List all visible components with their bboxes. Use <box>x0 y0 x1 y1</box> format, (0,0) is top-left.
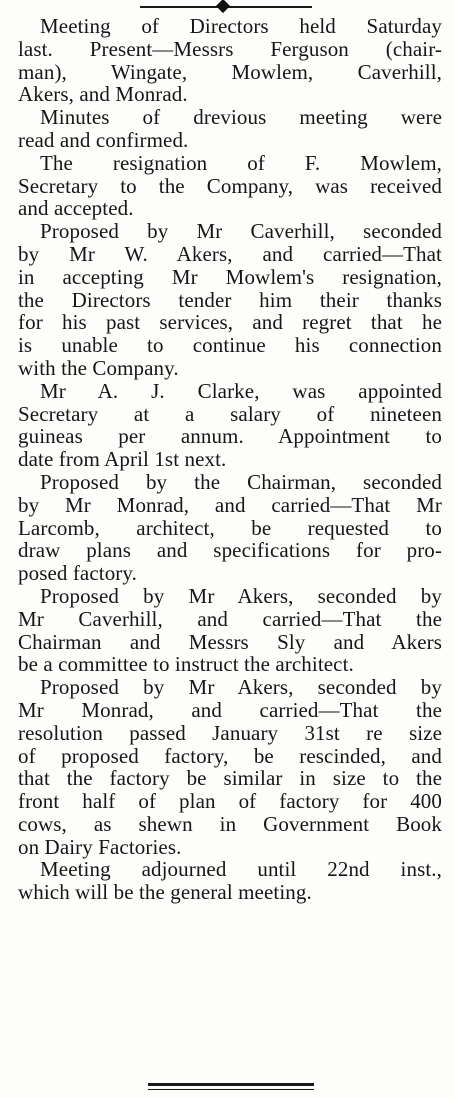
article-line: cows, as shewn in Government Book <box>18 811 442 836</box>
article-line: Proposed by Mr Akers, seconded by <box>40 583 442 608</box>
article-line: the Directors tender him their thanks <box>18 287 442 312</box>
article-line: Larcomb, architect, be requested to <box>18 515 442 540</box>
article-line: man), Wingate, Mowlem, Caverhill, <box>18 59 442 84</box>
article-line: Minutes of drevious meeting were <box>40 105 442 130</box>
article-line: Proposed by Mr Akers, seconded by <box>40 675 442 700</box>
article-line: Meeting of Directors held Saturday <box>40 14 442 38</box>
article-line: Mr Caverhill, and carried—That the <box>18 606 442 631</box>
article-line: posed factory. <box>18 561 137 586</box>
top-ornamental-rule <box>140 6 312 8</box>
diamond-ornament-icon <box>216 0 230 13</box>
article-line: draw plans and specifications for pro- <box>18 538 442 563</box>
article-line: last. Present—Messrs Ferguson (chair- <box>18 36 442 61</box>
article-line: read and confirmed. <box>18 127 189 152</box>
article-line: Akers, and Monrad. <box>18 82 188 107</box>
article-line: date from April 1st next. <box>18 447 227 472</box>
article-line: Proposed by Mr Caverhill, seconded <box>40 219 442 244</box>
article-line: is unable to continue his connection <box>18 333 442 358</box>
article-line: with the Company. <box>18 355 179 380</box>
article-line: The resignation of F. Mowlem, <box>40 150 442 175</box>
article-line: be a committee to instruct the architect. <box>18 652 354 677</box>
article-line: Mr Monrad, and carried—That the <box>18 697 442 722</box>
article-line: Secretary at a salary of nineteen <box>18 401 442 426</box>
article-body <box>18 15 442 904</box>
article-line: by Mr W. Akers, and carried—That <box>18 241 442 266</box>
article-line: and accepted. <box>18 196 134 221</box>
article-line: in accepting Mr Mowlem's resignation, <box>18 264 442 289</box>
article-line: on Dairy Factories. <box>18 834 182 859</box>
article-line: resolution passed January 31st re size <box>18 720 442 745</box>
article-line: which will be the general meeting. <box>18 880 312 905</box>
article-line: that the factory be similar in size to the <box>18 766 442 791</box>
article-line: Mr A. J. Clarke, was appointed <box>40 378 442 403</box>
article-line: by Mr Monrad, and carried—That Mr <box>18 492 442 517</box>
article-line: for his past services, and regret that he <box>18 310 442 335</box>
article-line: Meeting adjourned until 22nd inst., <box>40 857 442 882</box>
article-line: of proposed factory, be rescinded, and <box>18 743 442 768</box>
article-line: front half of plan of factory for 400 <box>18 789 442 814</box>
bottom-double-rule <box>148 1083 314 1090</box>
article-line: Chairman and Messrs Sly and Akers <box>18 629 442 654</box>
article-line: Secretary to the Company, was received <box>18 173 442 198</box>
article-line: Proposed by the Chairman, seconded <box>40 469 442 494</box>
article-line: guineas per annum. Appointment to <box>18 424 442 449</box>
